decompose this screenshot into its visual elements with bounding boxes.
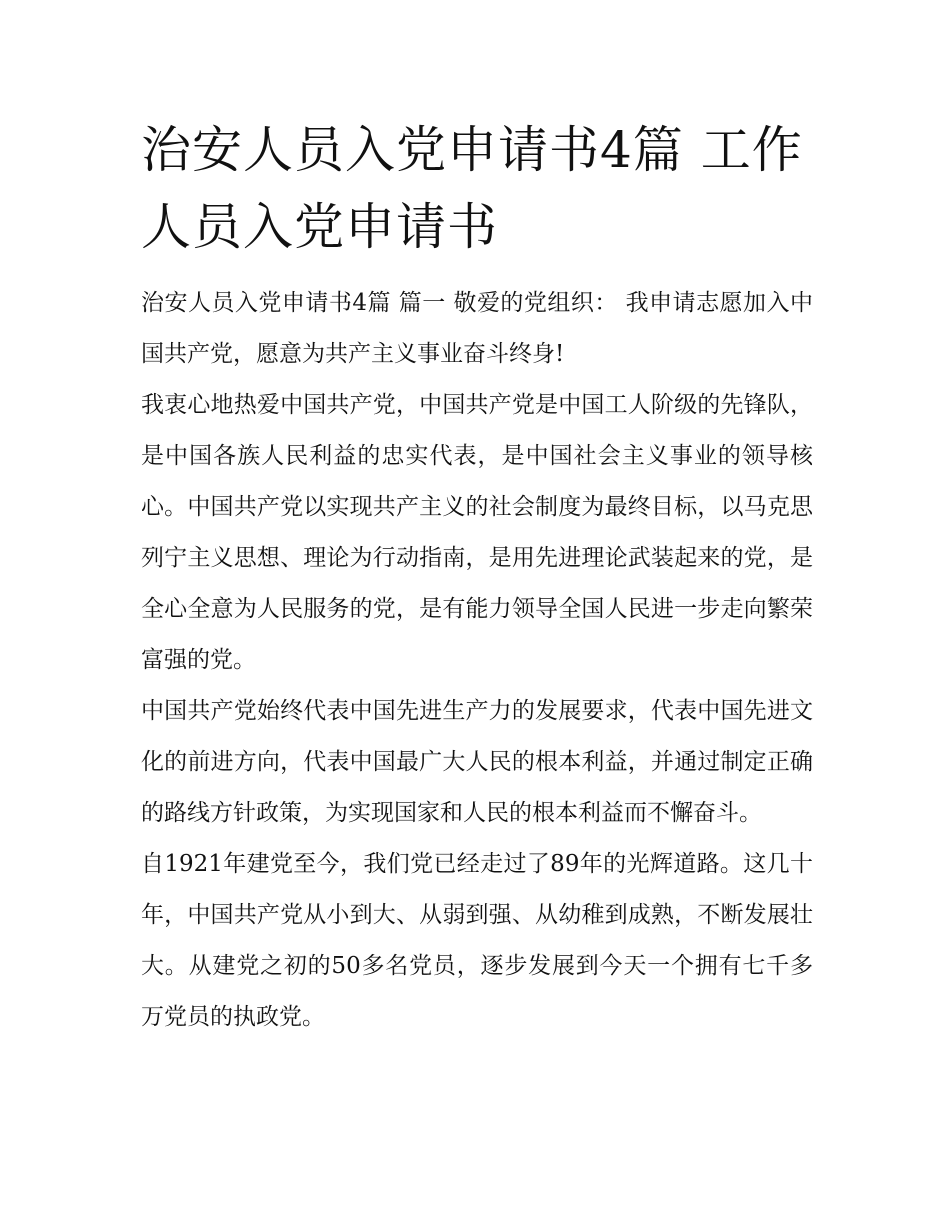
document-page (141, 112, 813, 1043)
paragraph-party-represents: 中国共产党始终代表中国先进生产力的发展要求，代表中国先进文化的前进方向，代表中国最广大人民的根本利益，并通过制定正确的路线方针政策，为实现国家和人民的根本利益而不懈奋斗。 (141, 698, 813, 826)
paragraph-party-love: 我衷心地热爱中国共产党，中国共产党是中国工人阶级的先锋队，是中国各族人民利益的忠实代表，是中国社会主义事业的领导核心。中国共产党以实现共产主义的社会制度为最终目标，以马克思列宁主义思想、理论为行动指南，是用先进理论武装起来的党，是全心全意为人民服务的党，是有能力领导全国人民进一步走向繁荣富强的党。 (141, 392, 813, 673)
paragraph-party-history: 自1921年建党至今，我们党已经走过了89年的光辉道路。这几十年，中国共产党从小到大、从弱到强、从幼稚到成熟，不断发展壮大。从建党之初的50多名党员，逐步发展到今天一个拥有七千多万党员的执政党。 (141, 851, 813, 1030)
paragraph-intro: 治安人员入党申请书4篇 篇一 敬爱的党组织： 我申请志愿加入中国共产党，愿意为共产主义事业奋斗终身! (141, 290, 813, 367)
document-title: 治安人员入党申请书4篇 工作人员入党申请书 (141, 121, 803, 256)
